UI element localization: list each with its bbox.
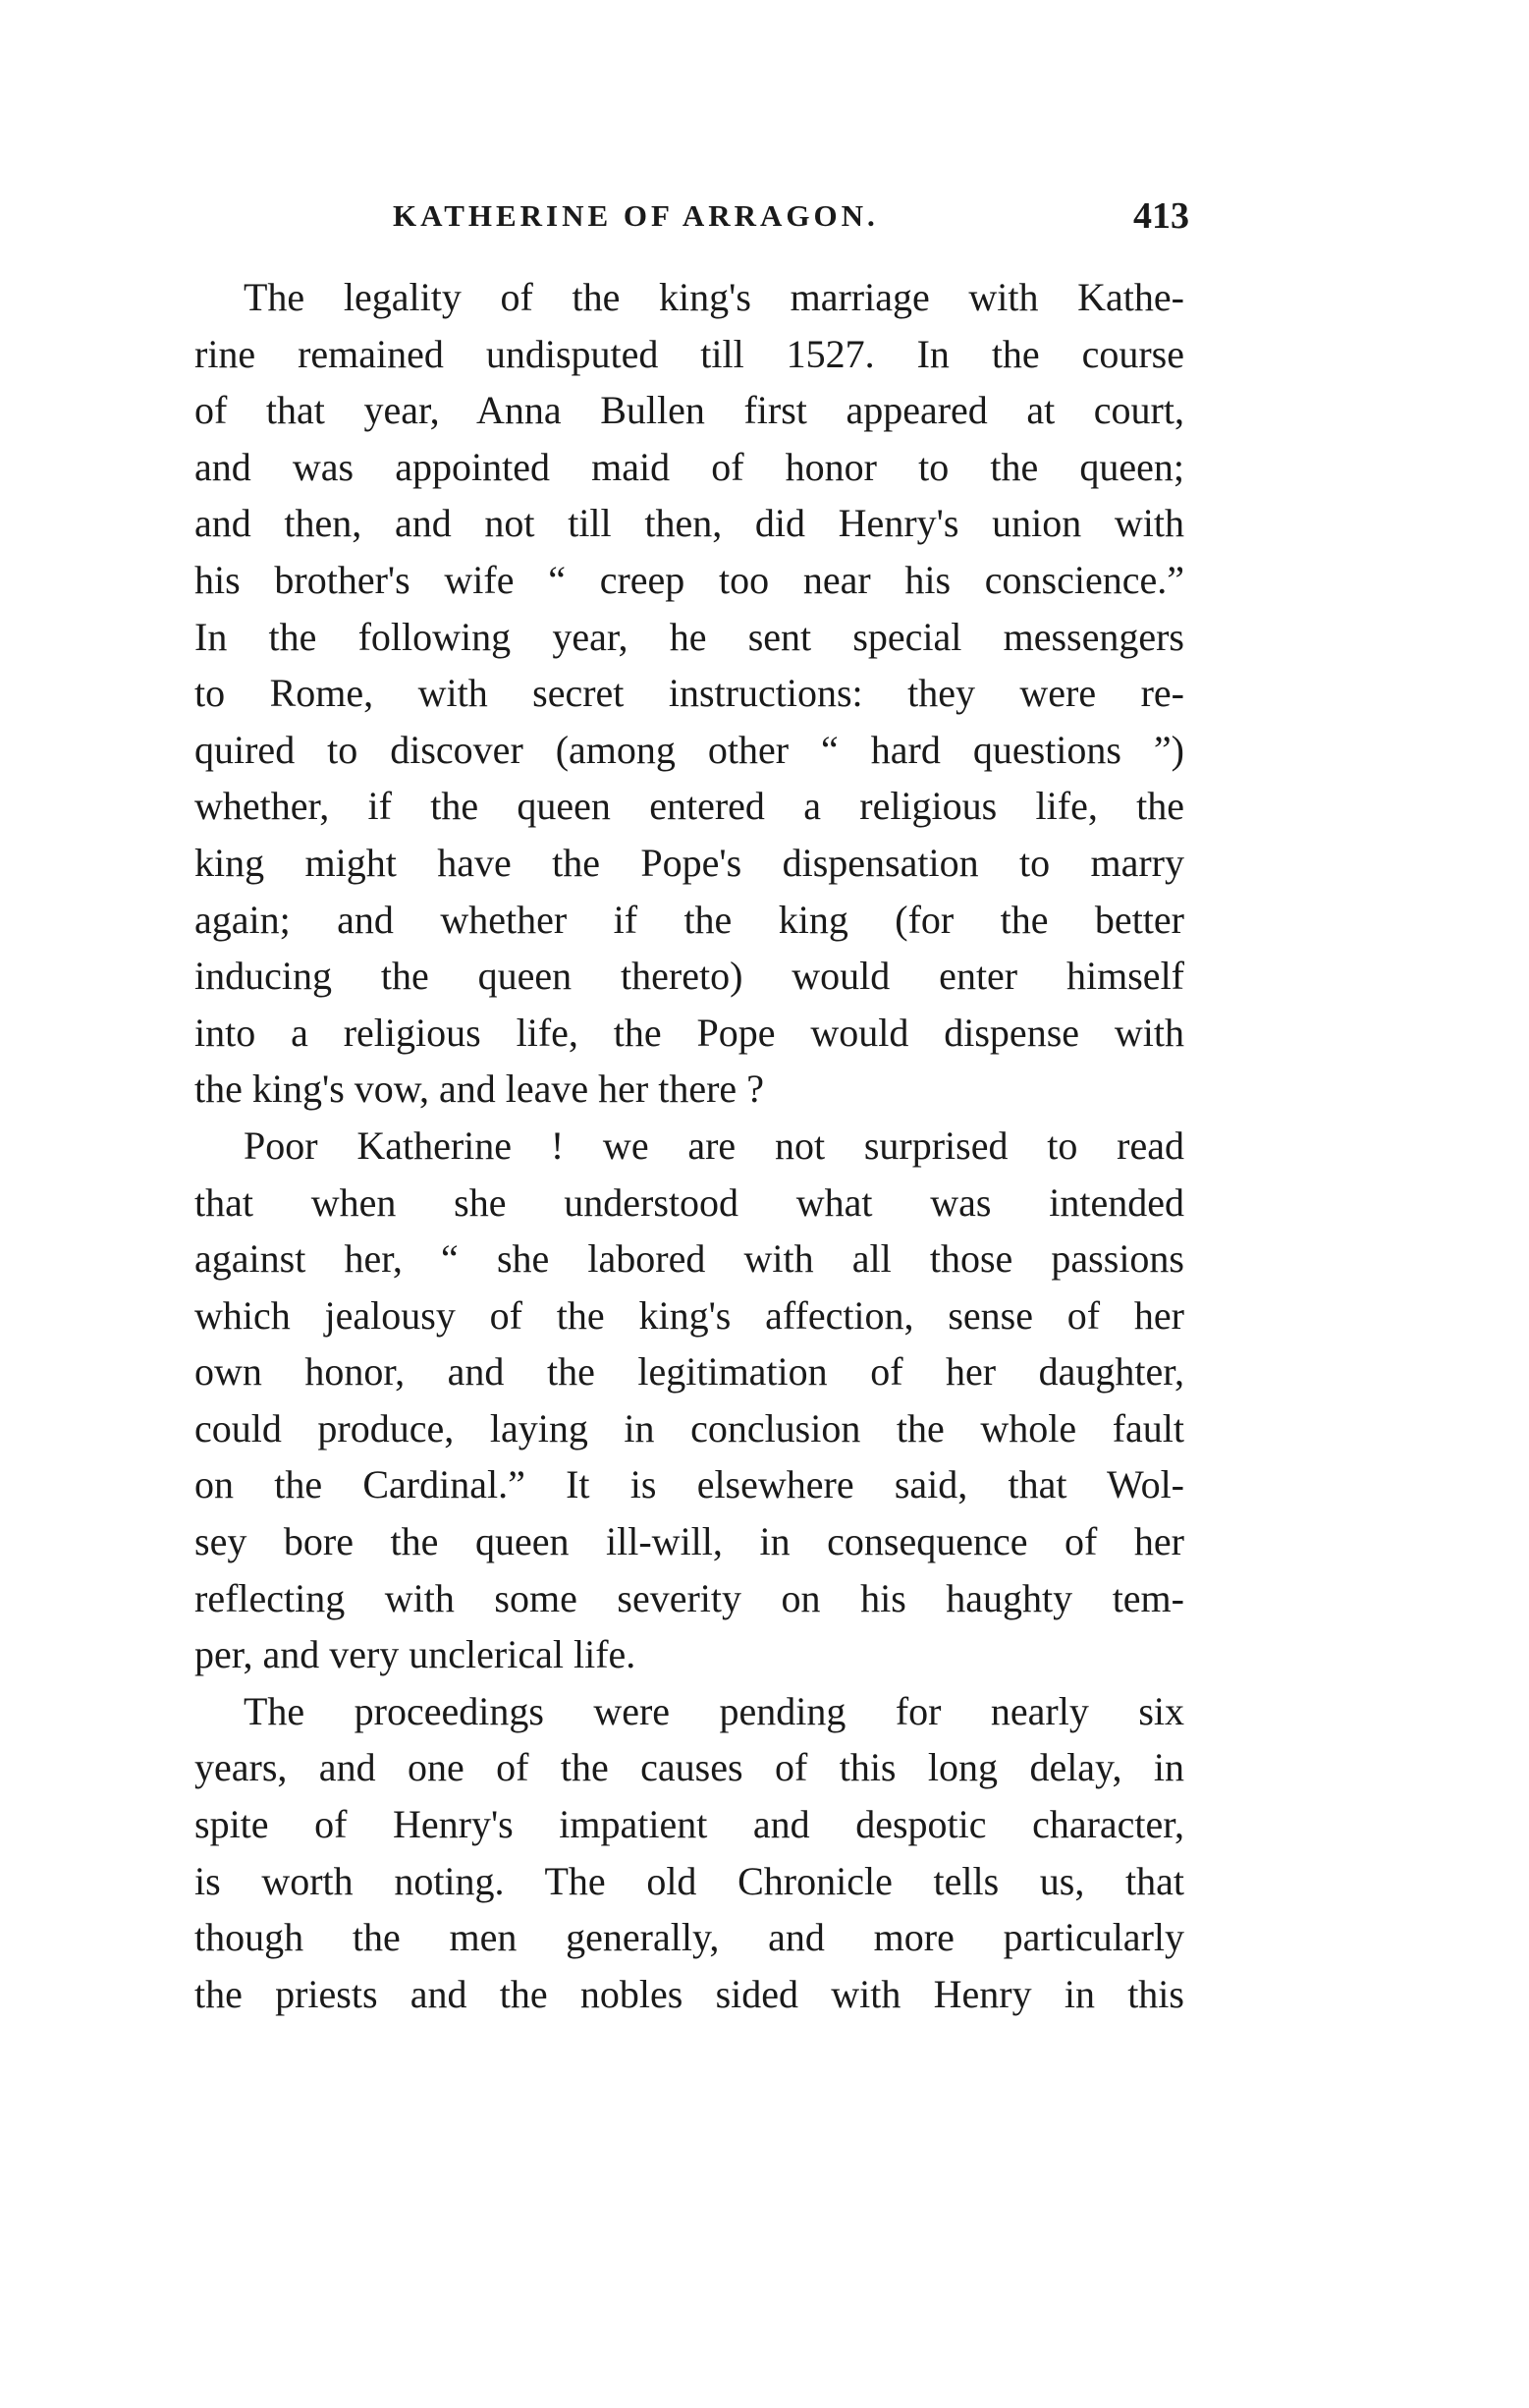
text-line: own honor, and the legitimation of her daughter, (194, 1349, 1184, 1395)
text-line: against her, “ she labored with all those passions (194, 1236, 1184, 1282)
text-line: reflecting with some severity on his haughty tem- (194, 1575, 1184, 1620)
text-line: his brother's wife “ creep too near his conscience.” (194, 557, 1184, 602)
text-line: per, and very unclerical life. (194, 1632, 636, 1677)
text-line: the king's vow, and leave her there ? (194, 1067, 764, 1112)
text-line: though the men generally, and more particularly (194, 1915, 1184, 1960)
running-head-title: KATHERINE OF ARRAGON. (393, 198, 879, 233)
paragraph-2 (194, 1118, 1184, 1683)
text-line: whether, if the queen entered a religious life, the (194, 784, 1184, 829)
text-line: years, and one of the causes of this long delay, in (194, 1745, 1184, 1790)
text-line: into a religious life, the Pope would dispense with (194, 1010, 1184, 1055)
text-line: is worth noting. The old Chronicle tells us, that (194, 1858, 1184, 1903)
text-line: quired to discover (among other “ hard questions ”) (194, 727, 1184, 772)
text-line: and was appointed maid of honor to the queen; (194, 444, 1184, 489)
text-line: and then, and not till then, did Henry's union with (194, 501, 1184, 546)
text-line: inducing the queen thereto) would enter himself (194, 954, 1184, 999)
paragraph-1 (194, 269, 1184, 1118)
text-line: which jealousy of the king's affection, sense of her (194, 1292, 1184, 1338)
text-line: sey bore the queen ill-will, in consequence of her (194, 1519, 1184, 1564)
text-line: spite of Henry's impatient and despotic character, (194, 1802, 1184, 1847)
page-number: 413 (1133, 195, 1189, 237)
text-line: Poor Katherine ! we are not surprised to read (244, 1122, 1184, 1168)
text-line: the priests and the nobles sided with Henry in this (194, 1971, 1184, 2016)
text-line: In the following year, he sent special messengers (194, 614, 1184, 659)
text-line: of that year, Anna Bullen first appeared at court, (194, 388, 1184, 433)
paragraph-3 (194, 1683, 1184, 2023)
text-line: king might have the Pope's dispensation to marry (194, 840, 1184, 885)
text-line: on the Cardinal.” It is elsewhere said, that Wol- (194, 1462, 1184, 1507)
running-head (191, 194, 1213, 244)
text-line: again; and whether if the king (for the better (194, 897, 1184, 942)
body-text (194, 269, 1184, 2022)
text-line: The proceedings were pending for nearly six (244, 1688, 1184, 1733)
text-line: to Rome, with secret instructions: they were re- (194, 671, 1184, 716)
text-line: could produce, laying in conclusion the whole fault (194, 1405, 1184, 1450)
text-line: that when she understood what was intended (194, 1179, 1184, 1225)
text-line: The legality of the king's marriage with Kathe- (244, 275, 1184, 319)
text-line: rine remained undisputed till 1527. In the course (194, 331, 1184, 376)
